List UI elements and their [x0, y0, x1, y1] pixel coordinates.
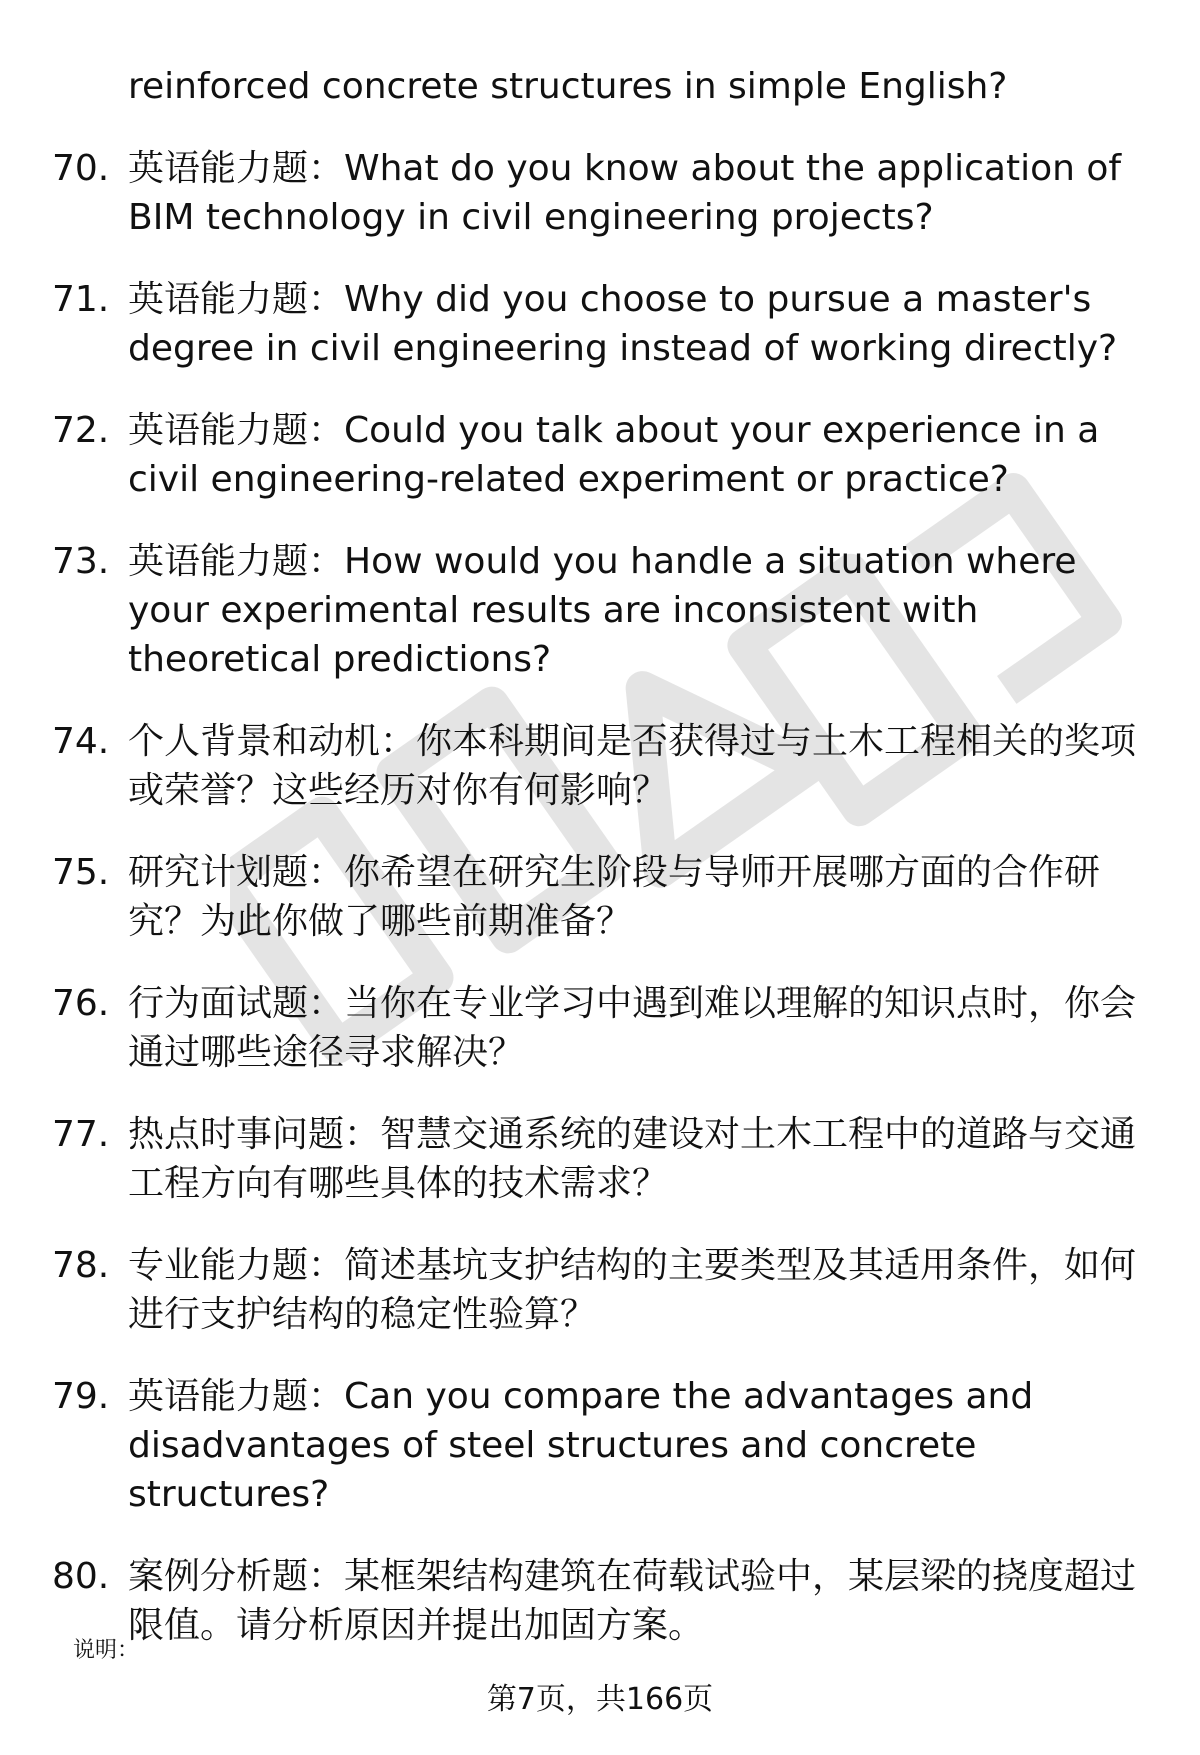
question-number: 80. — [52, 1556, 110, 1597]
continuation-text: reinforced concrete structures in simple English? — [128, 66, 1008, 107]
question-item — [0, 1241, 1200, 1339]
question-text: 个人背景和动机：你本科期间是否获得过与土木工程相关的奖项或荣誉？这些经历对你有何影响？ — [128, 721, 1137, 811]
question-number: 77. — [52, 1114, 110, 1155]
question-item — [0, 144, 1200, 242]
question-number: 75. — [52, 852, 110, 893]
question-item — [0, 1552, 1200, 1650]
question-number: 78. — [52, 1245, 110, 1286]
question-number: 73. — [52, 541, 110, 582]
question-text: 研究计划题：你希望在研究生阶段与导师开展哪方面的合作研究？为此你做了哪些前期准备？ — [128, 852, 1101, 942]
question-list — [0, 62, 1200, 1683]
question-item — [0, 979, 1200, 1077]
question-text: 案例分析题：某框架结构建筑在荷载试验中，某层梁的挠度超过限值。请分析原因并提出加固方案。 — [128, 1556, 1137, 1646]
note-label: 说明： — [73, 1638, 140, 1663]
question-item — [0, 1372, 1200, 1519]
question-text: 英语能力题：What do you know about the application of BIM technology in civil engineering projects? — [128, 148, 1122, 238]
question-text: 英语能力题：Could you talk about your experience in a civil engineering-related experiment or practice? — [128, 410, 1100, 500]
question-text: 英语能力题：Why did you choose to pursue a master's degree in civil engineering instead of working directly? — [128, 279, 1118, 369]
question-number: 79. — [52, 1376, 110, 1417]
question-text: 专业能力题：简述基坑支护结构的主要类型及其适用条件，如何进行支护结构的稳定性验算？ — [128, 1245, 1137, 1335]
page-footer: 第7页，共166页 — [486, 1682, 714, 1717]
question-text: 热点时事问题：智慧交通系统的建设对土木工程中的道路与交通工程方向有哪些具体的技术需求？ — [128, 1114, 1137, 1204]
question-text: 英语能力题：Can you compare the advantages and disadvantages of steel structures and concrete structures? — [128, 1376, 1034, 1515]
question-number: 76. — [52, 983, 110, 1024]
question-item — [0, 848, 1200, 946]
question-item — [0, 1110, 1200, 1208]
question-number: 70. — [52, 148, 110, 189]
question-number: 74. — [52, 721, 110, 762]
question-text: 英语能力题：How would you handle a situation where your experimental results are inconsistent with theoretical predictions? — [128, 541, 1077, 680]
question-item — [0, 717, 1200, 815]
question-text: 行为面试题：当你在专业学习中遇到难以理解的知识点时，你会通过哪些途径寻求解决？ — [128, 983, 1137, 1073]
question-item — [0, 537, 1200, 684]
question-number: 72. — [52, 410, 110, 451]
question-number: 71. — [52, 279, 110, 320]
question-item — [0, 406, 1200, 504]
question-item — [0, 275, 1200, 373]
